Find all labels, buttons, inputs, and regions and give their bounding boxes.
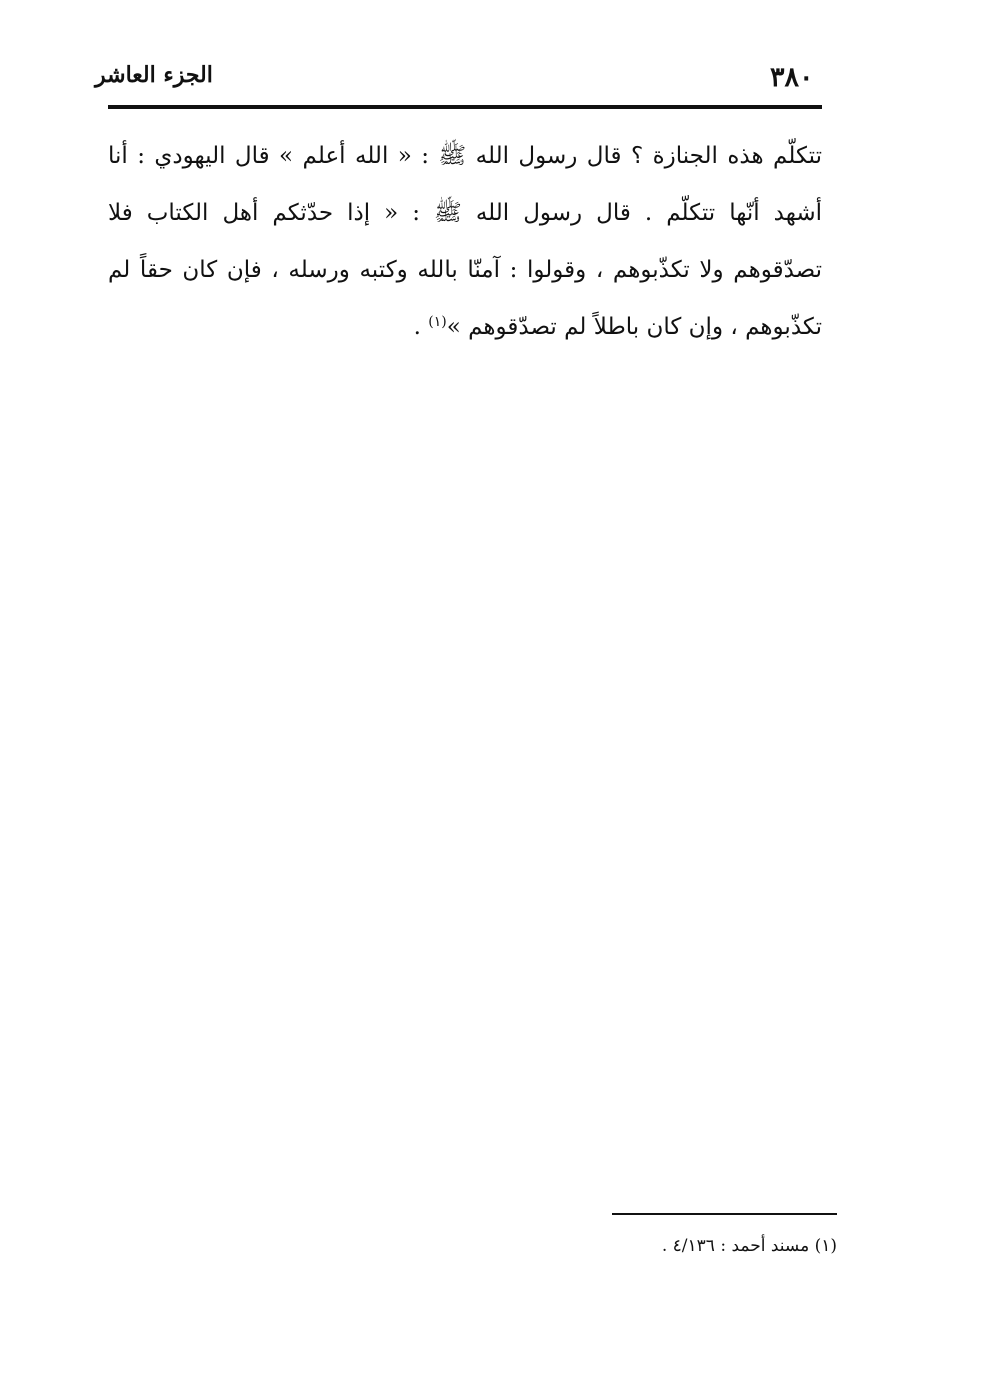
paragraph-end: . bbox=[413, 314, 429, 340]
footnote: (١) مسند أحمد : ٤/١٣٦ . bbox=[661, 1236, 837, 1256]
body-paragraph bbox=[108, 128, 822, 356]
running-title: الجزء العاشر bbox=[95, 62, 213, 88]
paragraph-text: تتكلّم هذه الجنازة ؟ قال رسول الله ﷺ : « الله أعلم » قال اليهودي : أنا أشهد أنّها تتكلّم . قال رسول الله ﷺ : « إذا حدّثكم أهل الكتاب فلا تصدّقوهم ولا تكذّبوهم ، وقولوا : آمنّا بالله وكتبه ورسله ، فإن كان حقاً لم تكذّبوهم ، وإن كان باطلاً لم تصدّقوهم » bbox=[108, 143, 822, 340]
page-number: ٣٨٠ bbox=[770, 62, 814, 93]
footnote-reference: (١) bbox=[428, 314, 447, 330]
footnote-divider bbox=[612, 1213, 837, 1215]
header-divider bbox=[108, 105, 822, 109]
main-text bbox=[108, 128, 822, 356]
